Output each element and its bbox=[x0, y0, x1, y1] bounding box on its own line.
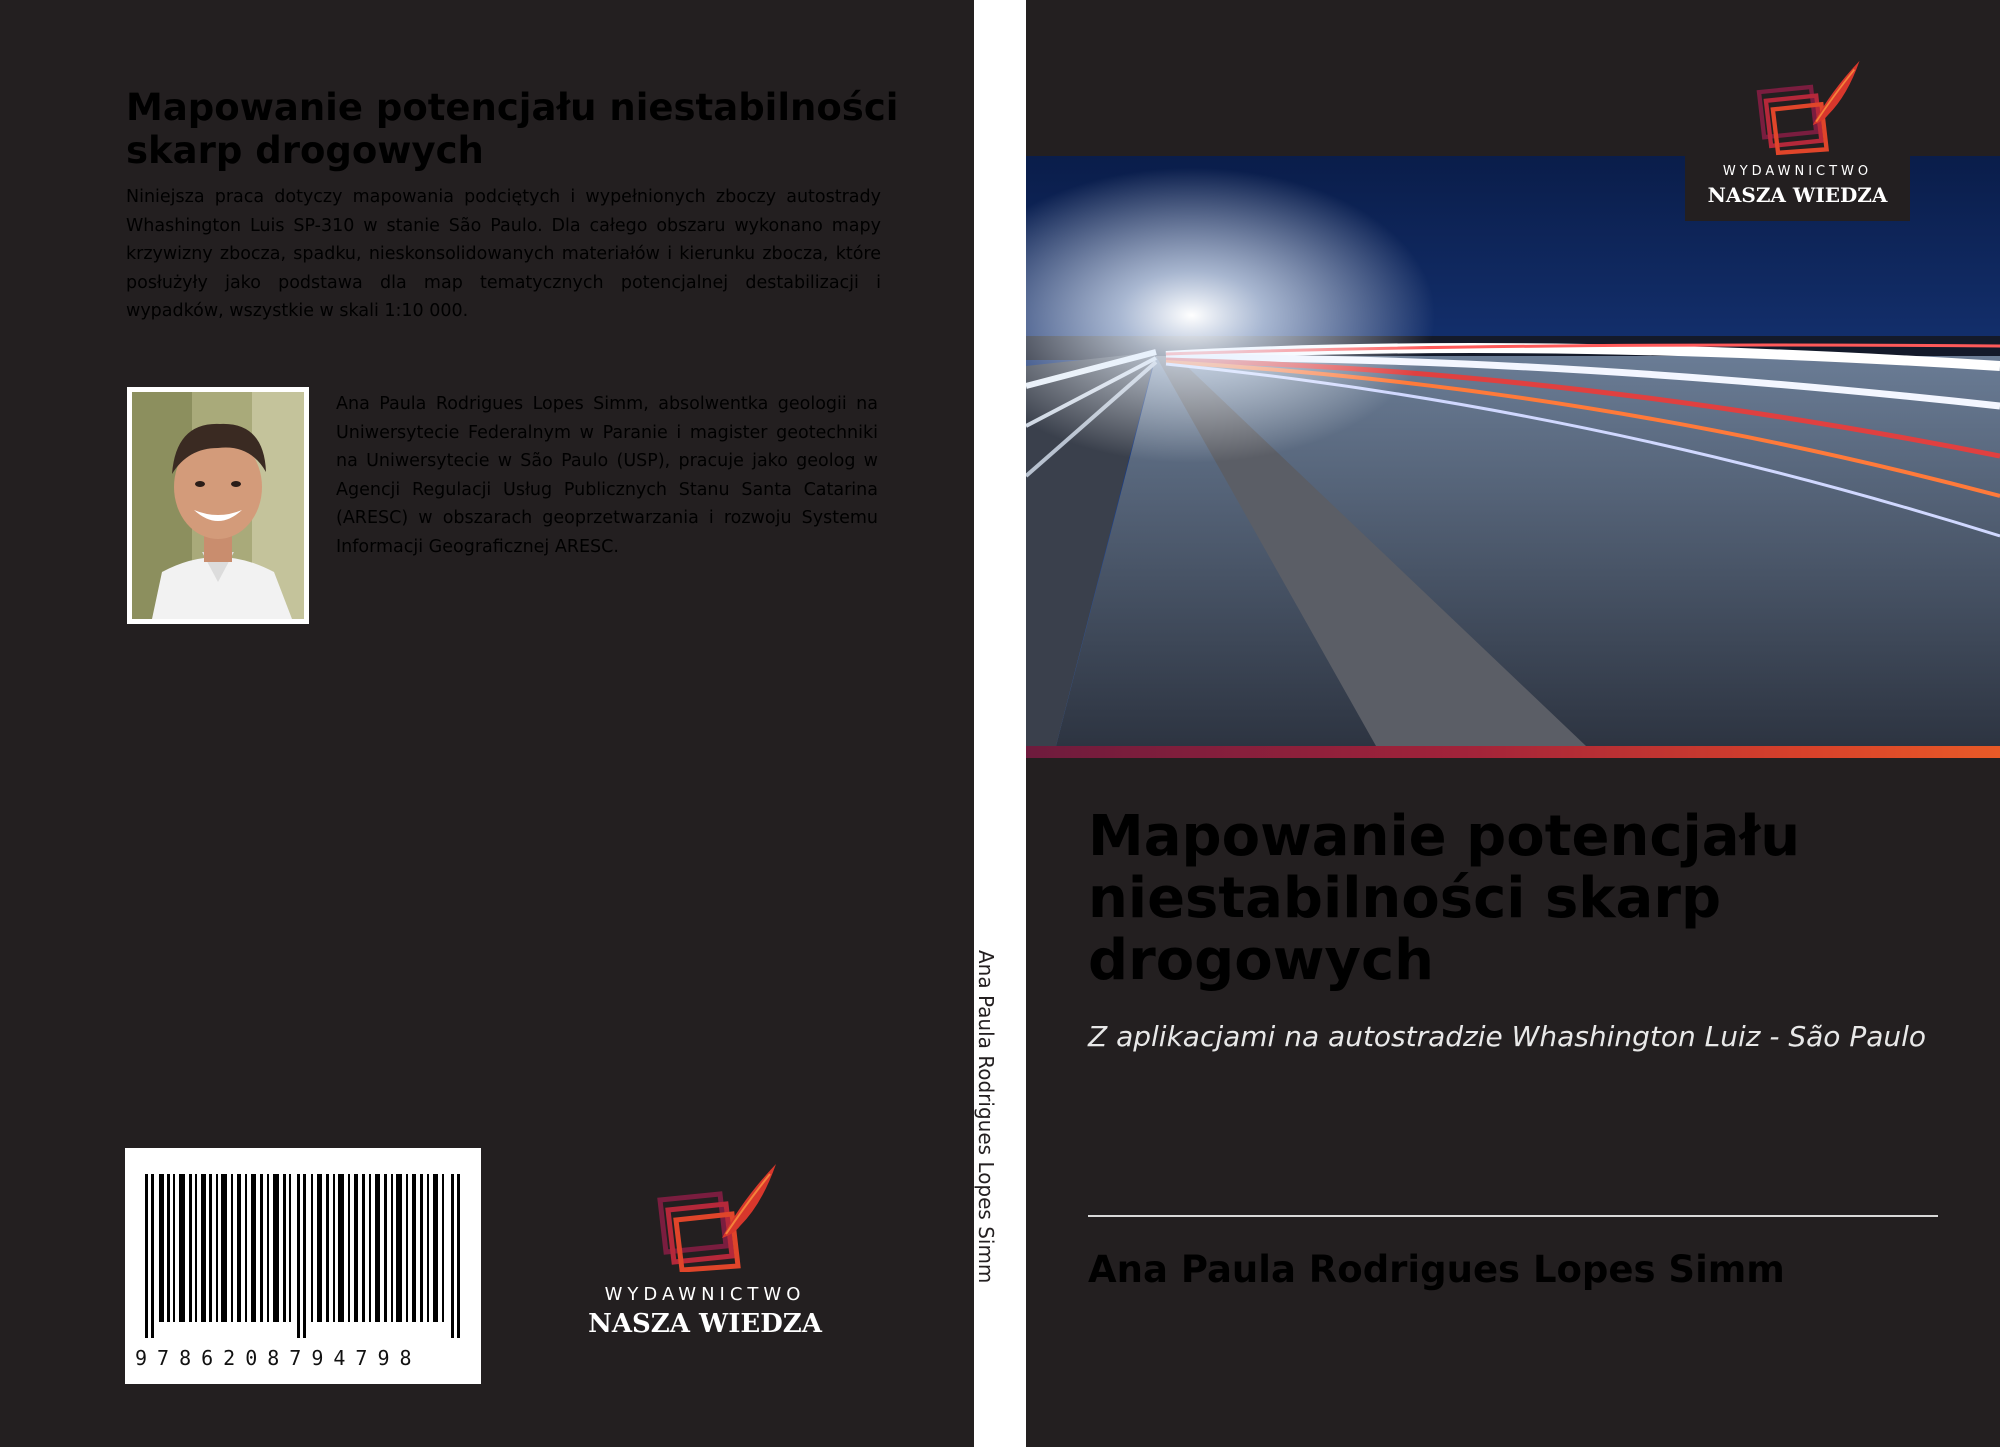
book-quill-icon bbox=[1733, 54, 1863, 158]
front-logo-brand: NASZA WIEDZA bbox=[1707, 183, 1888, 207]
author-bio: Ana Paula Rodrigues Lopes Simm, absolwentka geologii na Uniwersytecie Federalnym w Paranie i magister geotechniki na Uniwersytecie w São Paulo (USP), pracuje jako geolog w Agencji Regulacji Usług Publicznych Stanu Santa Catarina (ARESC) w obszarach geoprzetwarzania i rozwoju Systemu Informacji Geograficznej ARESC. bbox=[336, 394, 878, 557]
highway-photo-image bbox=[1026, 156, 2000, 746]
front-title: Mapowanie potencjału niestabilności skarp drogowych bbox=[1088, 804, 1801, 993]
author-portrait-image bbox=[132, 392, 304, 619]
cover-photo-highway-light-trails bbox=[1026, 156, 2000, 746]
front-publisher-logo bbox=[1685, 50, 1910, 221]
back-cover-title: Mapowanie potencjału niestabilności skarp drogowych bbox=[126, 86, 899, 172]
accent-gradient-strip bbox=[1026, 746, 2000, 758]
back-logo-brand: NASZA WIEDZA bbox=[588, 1309, 822, 1339]
front-subtitle: Z aplikacjami na autostradzie Whashington Luiz - São Paulo bbox=[1088, 1020, 1927, 1053]
barcode-bars bbox=[145, 1174, 461, 1338]
spine-author: Ana Paula Rodrigues Lopes Simm bbox=[974, 950, 998, 1284]
book-quill-icon bbox=[630, 1160, 780, 1272]
author-photo bbox=[127, 387, 309, 624]
front-author: Ana Paula Rodrigues Lopes Simm bbox=[1088, 1248, 1785, 1291]
back-publisher-logo bbox=[585, 1160, 825, 1350]
back-logo-kicker: WYDAWNICTWO bbox=[604, 1284, 806, 1305]
isbn-digits: 9786208794798 bbox=[135, 1346, 422, 1370]
front-divider bbox=[1088, 1215, 1938, 1217]
front-logo-kicker: WYDAWNICTWO bbox=[1722, 164, 1873, 179]
back-cover-blurb: Niniejsza praca dotyczy mapowania podciętych i wypełnionych zboczy autostrady Whashington Luis SP-310 w stanie São Paulo. Dla całego obszaru wykonano mapy krzywizny zbocza, spadku, nieskonsolidowanych materiałów i kierunku zbocza, które posłużyły jako podstawa dla map tematycznych potencjalnej destabilizacji i wypadków, wszystkie w skali 1:10 000. bbox=[126, 187, 881, 321]
